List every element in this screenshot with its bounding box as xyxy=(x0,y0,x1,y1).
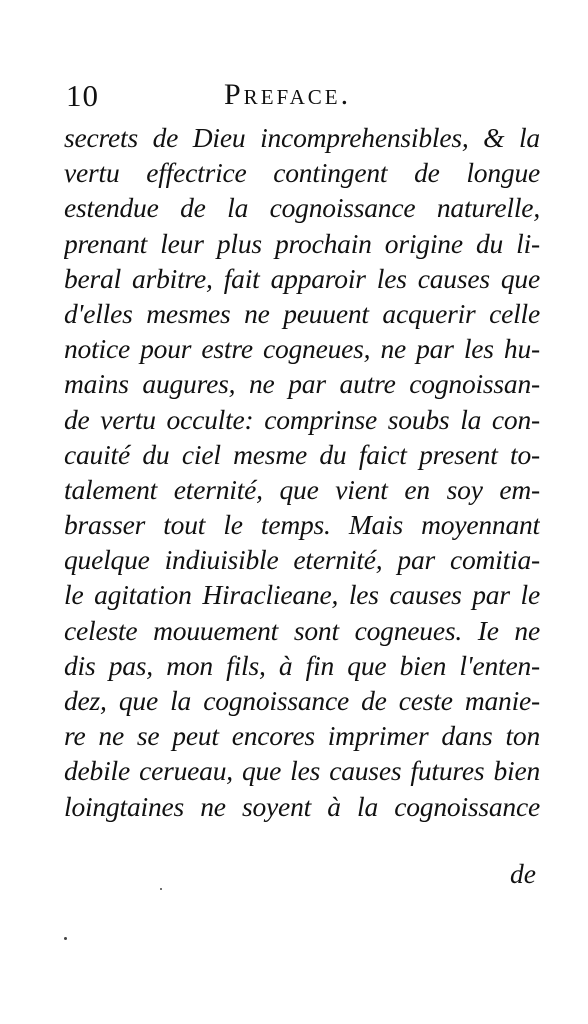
text-line: estendue de la cognoissance naturelle, xyxy=(64,192,540,224)
text-line: d'elles mesmes ne peuuent acquerir celle xyxy=(64,297,540,329)
text-line: debile cerueau, que les causes futures bien xyxy=(64,755,540,787)
running-head: Preface. xyxy=(224,78,352,111)
text-line: mains augures, ne par autre cognoissan- xyxy=(64,368,540,400)
text-line: talement eternité, que vient en soy em- xyxy=(64,473,540,505)
text-line: loingtaines ne soyent à la cognoissance xyxy=(64,790,540,822)
text-line: brasser tout le temps. Mais moyennant xyxy=(64,509,540,541)
catchword: de xyxy=(510,858,536,889)
paper-speck xyxy=(160,888,162,890)
text-line: dez, que la cognoissance de ceste manie- xyxy=(64,685,540,716)
page-header xyxy=(66,78,536,122)
text-line: de vertu occulte: comprinse soubs la con- xyxy=(64,403,540,435)
text-line: prenant leur plus prochain origine du li- xyxy=(64,227,540,259)
text-line: secrets de Dieu incomprehensibles, & la xyxy=(64,122,540,153)
body-text xyxy=(64,120,540,824)
text-line: re ne se peut encores imprimer dans ton xyxy=(64,720,540,752)
page-number: 10 xyxy=(66,78,99,113)
text-line: celeste mouuement sont cogneues. Ie ne xyxy=(64,614,540,646)
text-line: dis pas, mon fils, à fin que bien l'enten- xyxy=(64,649,540,681)
text-line: le agitation Hiraclieane, les causes par le xyxy=(64,579,540,611)
text-line: cauité du ciel mesme du faict present to- xyxy=(64,438,540,470)
text-line: beral arbitre, fait apparoir les causes que xyxy=(64,262,540,294)
text-line: quelque indiuisible eternité, par comitia- xyxy=(64,544,540,576)
paper-speck xyxy=(64,937,67,940)
text-line: notice pour estre cogneues, ne par les hu- xyxy=(64,333,540,365)
text-line: vertu effectrice contingent de longue xyxy=(64,157,540,189)
